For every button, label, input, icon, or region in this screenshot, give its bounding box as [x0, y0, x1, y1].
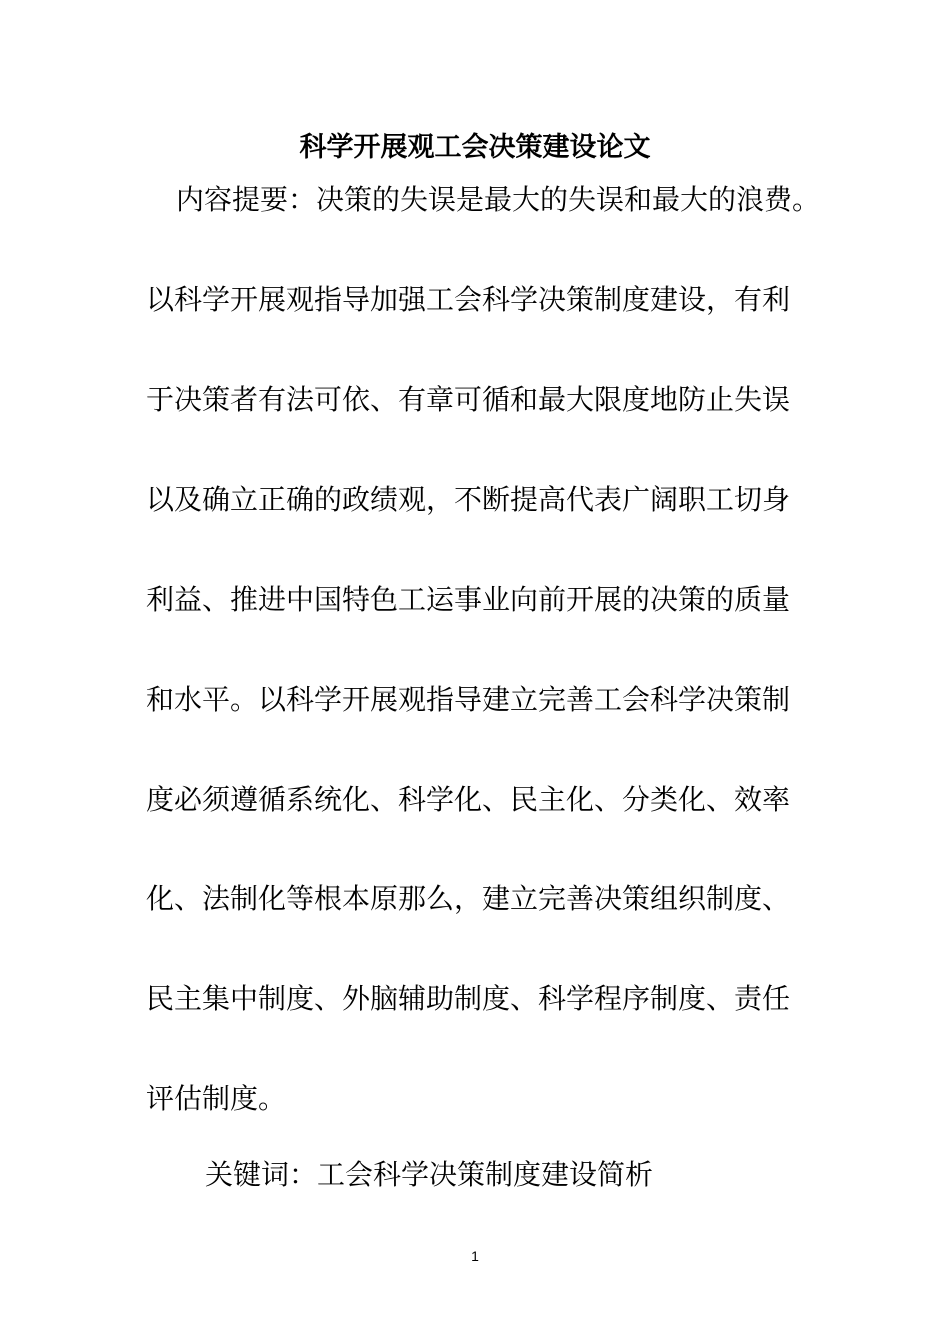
document-title: 科学开展观工会决策建设论文	[299, 132, 651, 163]
abstract-line-9: 民主集中制度、外脑辅助制度、科学程序制度、责任	[146, 982, 791, 1015]
abstract-line-10: 评估制度。	[146, 1082, 287, 1115]
abstract-line-1: 内容提要：决策的失误是最大的失误和最大的浪费。	[176, 183, 821, 216]
abstract-line-5: 利益、推进中国特色工运事业向前开展的决策的质量	[146, 583, 791, 616]
keywords-line: 关键词：工会科学决策制度建设简析	[205, 1158, 654, 1191]
abstract-line-6: 和水平。以科学开展观指导建立完善工会科学决策制	[146, 683, 791, 716]
abstract-line-8: 化、法制化等根本原那么，建立完善决策组织制度、	[146, 882, 791, 915]
abstract-line-7: 度必须遵循系统化、科学化、民主化、分类化、效率	[146, 783, 791, 816]
abstract-line-3: 于决策者有法可依、有章可循和最大限度地防止失误	[146, 383, 791, 416]
abstract-line-4: 以及确立正确的政绩观，不断提高代表广阔职工切身	[146, 483, 791, 516]
page-number: 1	[471, 1248, 479, 1264]
abstract-line-2: 以科学开展观指导加强工会科学决策制度建设，有利	[146, 283, 791, 316]
